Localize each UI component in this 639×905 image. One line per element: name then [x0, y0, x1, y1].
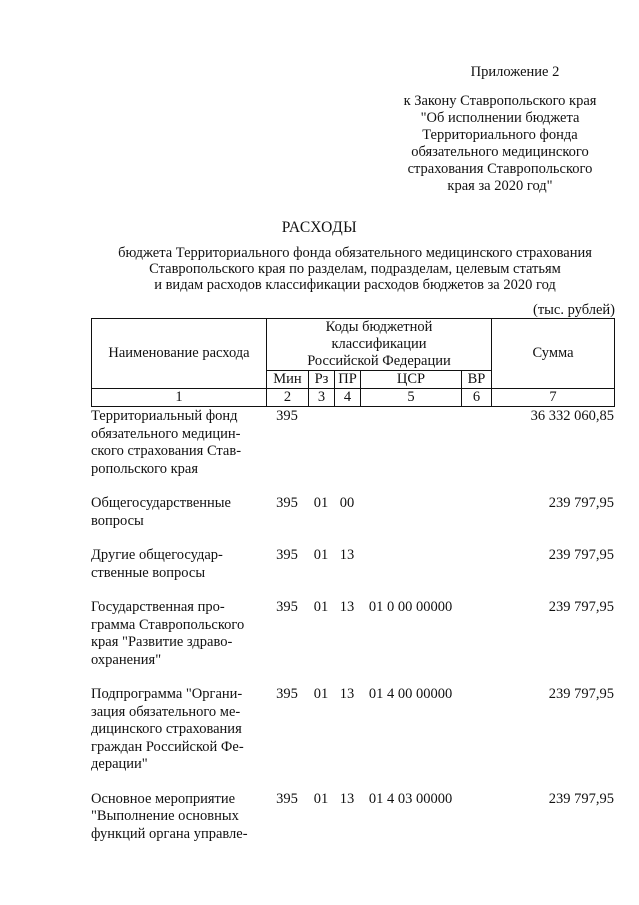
- row-sum: 239 797,95: [548, 495, 614, 511]
- annex-line: Территориального фонда: [422, 127, 578, 143]
- row-rz: 01: [313, 495, 329, 511]
- header-codes-line: Коды бюджетной: [325, 319, 433, 335]
- row-name-line: Подпрограмма "Органи-: [91, 686, 243, 702]
- column-number: 7: [492, 389, 615, 407]
- row-rz: 01: [313, 599, 329, 615]
- row-name-line: Другие общегосудар-: [91, 547, 223, 563]
- row-name: [91, 791, 253, 844]
- row-pr: 13: [339, 686, 355, 702]
- row-min: 395: [276, 495, 298, 511]
- table-row: [91, 547, 614, 582]
- document-subtitle: [100, 245, 610, 293]
- row-sum: 239 797,95: [548, 686, 614, 702]
- row-rz: 01: [313, 547, 329, 563]
- column-number: 6: [462, 389, 492, 407]
- annex-line: к Закону Ставропольского края: [403, 93, 597, 109]
- column-number: 4: [335, 389, 361, 407]
- subtitle-line: и видам расходов классификации расходов бюджетов за 2020 год: [154, 277, 556, 293]
- row-name: [91, 599, 253, 669]
- header-csr: ЦСР: [361, 371, 462, 389]
- header-vr: ВР: [462, 371, 492, 389]
- header-pr: ПР: [335, 371, 361, 389]
- units-label: (тыс. рублей): [533, 302, 615, 318]
- table-row: [91, 791, 614, 844]
- row-name: [91, 408, 253, 478]
- subtitle-line: Ставропольского края по разделам, подразделам, целевым статьям: [149, 261, 561, 277]
- header-codes: [267, 319, 492, 371]
- header-sum: Сумма: [492, 319, 615, 389]
- row-pr: 13: [339, 599, 355, 615]
- annex-line: обязательного медицинского: [411, 144, 589, 160]
- annex-text: [380, 93, 620, 195]
- row-name-line: граждан Российской Фе-: [91, 738, 244, 755]
- row-name-line: Государственная про-: [91, 599, 225, 615]
- row-name-line: обязательного медицин-: [91, 425, 241, 442]
- row-sum: 36 332 060,85: [530, 408, 614, 424]
- row-name-line: вопросы: [91, 512, 144, 529]
- row-pr: 00: [339, 495, 355, 511]
- header-name: Наименование расхода: [92, 319, 267, 389]
- row-name-line: ского страхования Став-: [91, 443, 242, 459]
- row-min: 395: [276, 599, 298, 615]
- row-name: [91, 686, 253, 774]
- row-min: 395: [276, 686, 298, 702]
- annex-line: "Об исполнении бюджета: [420, 110, 580, 126]
- header-codes-line: Российской Федерации: [307, 353, 451, 369]
- row-rz: 01: [313, 686, 329, 702]
- row-pr: 13: [339, 790, 355, 807]
- row-name-line: Общегосударственные: [91, 495, 231, 511]
- row-min: 395: [276, 790, 298, 807]
- table-row: [91, 686, 614, 774]
- column-number: 1: [92, 389, 267, 407]
- row-sum: 239 797,95: [548, 547, 614, 563]
- row-sum: 239 797,95: [548, 599, 614, 615]
- table-header: [91, 318, 615, 407]
- annex-label: Приложение 2: [470, 64, 560, 80]
- row-name: [91, 495, 253, 530]
- header-codes-line: классификации: [331, 336, 427, 352]
- row-min: 395: [276, 547, 298, 563]
- table-body: [91, 408, 614, 843]
- row-name-line: дерации": [91, 756, 148, 772]
- row-csr: 01 4 00 00000: [368, 686, 453, 702]
- annex-line: страхования Ставропольского: [407, 161, 593, 177]
- row-name-line: Территориальный фонд: [91, 408, 238, 424]
- row-name-line: зация обязательного ме-: [91, 703, 241, 720]
- row-pr: 13: [339, 547, 355, 563]
- row-name-line: дицинского страхования: [91, 721, 242, 737]
- row-name-line: ропольского края: [91, 460, 199, 477]
- column-number: 2: [267, 389, 309, 407]
- subtitle-line: бюджета Территориального фонда обязательного медицинского страхования: [118, 245, 592, 261]
- row-sum: 239 797,95: [548, 790, 614, 807]
- row-name-line: Основное мероприятие: [91, 790, 236, 807]
- table-row: [91, 599, 614, 669]
- row-name-line: грамма Ставропольского: [91, 616, 245, 633]
- row-min: 395: [276, 408, 298, 424]
- row-csr: 01 0 00 00000: [368, 599, 453, 615]
- document-title: РАСХОДЫ: [281, 219, 358, 236]
- row-name-line: функций органа управле-: [91, 825, 248, 842]
- row-csr: 01 4 03 00000: [368, 790, 453, 807]
- row-name-line: края "Развитие здраво-: [91, 634, 233, 650]
- annex-block: [380, 64, 620, 195]
- row-name-line: ственные вопросы: [91, 564, 206, 581]
- row-rz: 01: [313, 790, 329, 807]
- row-name: [91, 547, 253, 582]
- row-name-line: охранения": [91, 651, 162, 668]
- column-number: 5: [361, 389, 462, 407]
- table-row: [91, 408, 614, 478]
- column-number: 3: [309, 389, 335, 407]
- table-row: [91, 495, 614, 530]
- row-name-line: "Выполнение основных: [91, 808, 239, 824]
- header-rz: Рз: [309, 371, 335, 389]
- header-min: Мин: [267, 371, 309, 389]
- annex-line: края за 2020 год": [447, 178, 553, 194]
